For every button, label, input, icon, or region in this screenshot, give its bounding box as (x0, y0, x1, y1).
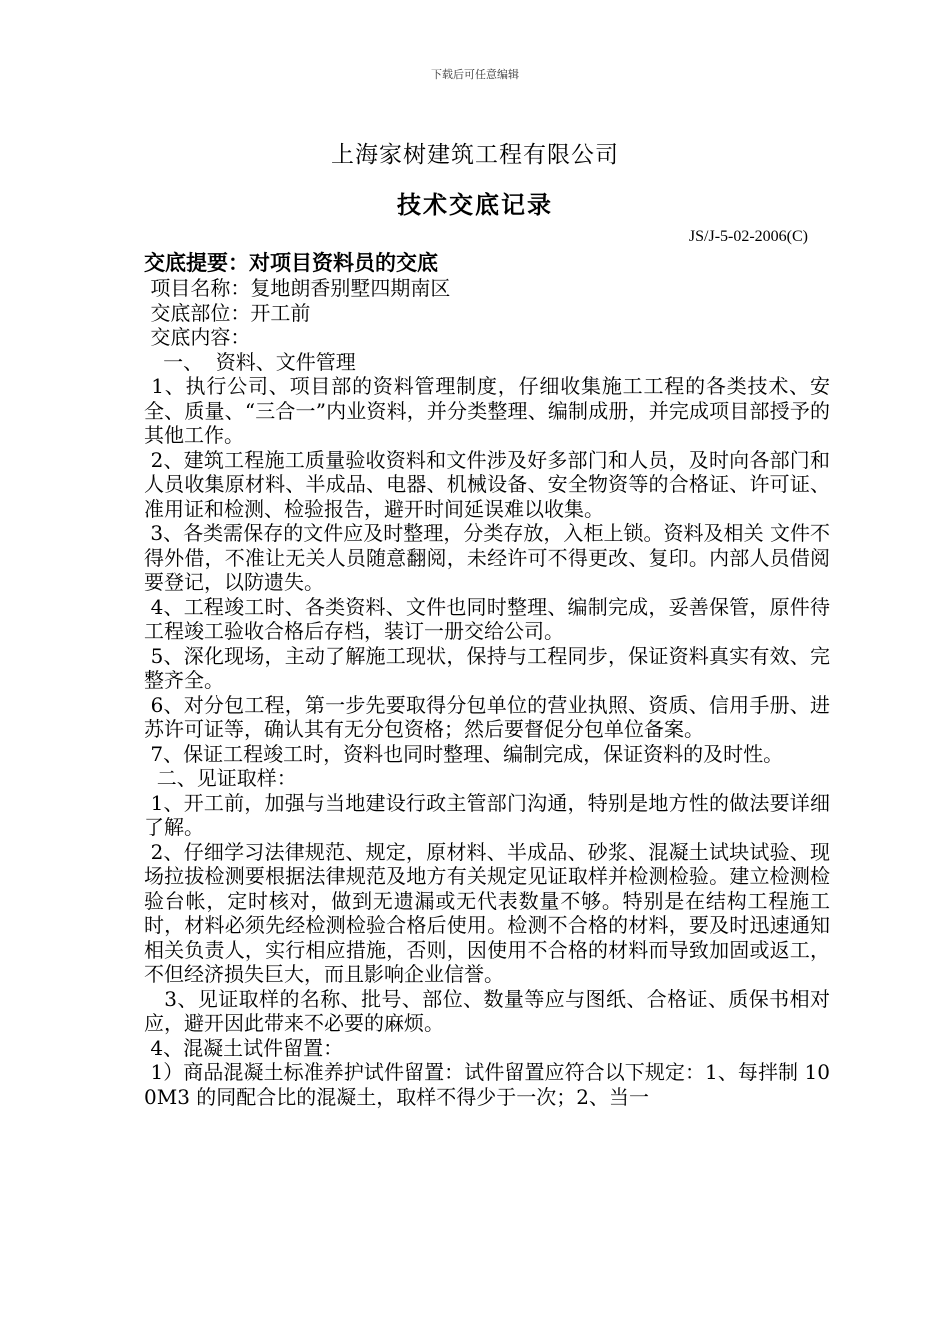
paragraph: 1）商品混凝土标准养护试件留置：试件留置应符合以下规定：1、每拌制 100M3 的同配合比的混凝土，取样不得少于一次；2、当一 (144, 1060, 830, 1109)
section-heading-2: 二、见证取样： (144, 766, 297, 790)
paragraph: 3、见证取样的名称、批号、部位、数量等应与图纸、合格证、质保书相对应，避开因此带来不必要的麻烦。 (144, 986, 830, 1035)
header-note: 下载后可任意编辑 (431, 68, 519, 81)
summary-heading: 交底提要：对项目资料员的交底 (144, 250, 438, 275)
paragraph: 2、仔细学习法律规范、规定，原材料、半成品、砂浆、混凝土试块试验、现场拉拔检测要根据法律规范及地方有关规定见证取样并检测检验。建立检测检验台帐，定时核对，做到无遗漏或无代表数量不够。特别是在结构工程施工时，材料必须先经检测检验合格后使用。检测不合格的材料，要及时迅速通知相关负责人，实行相应措施，否则，因使用不合格的材料而导致加固或返工，不但经济损失巨大，而且影响企业信誉。 (144, 839, 830, 986)
section-heading-1: 一、 资料、文件管理 (144, 349, 356, 374)
company-name: 上海家树建筑工程有限公司 (331, 142, 619, 168)
document-title: 技术交底记录 (397, 190, 553, 219)
document-code: JS/J-5-02-2006(C) (688, 228, 808, 245)
paragraph: 2、建筑工程施工质量验收资料和文件涉及好多部门和人员，及时向各部门和人员收集原材料、半成品、电器、机械设备、安全物资等的合格证、许可证、准用证和检测、检验报告，避开时间延误难以收集。 (144, 447, 830, 521)
document-body (144, 250, 830, 1109)
paragraph: 6、对分包工程，第一步先要取得分包单位的营业执照、资质、信用手册、进苏许可证等，确认其有无分包资格；然后要督促分包单位备案。 (144, 692, 830, 741)
handover-content-label: 交底内容： (144, 325, 251, 349)
paragraph: 1、开工前，加强与当地建设行政主管部门沟通，特别是地方性的做法要详细了解。 (144, 790, 830, 839)
paragraph: 7、保证工程竣工时，资料也同时整理、编制完成，保证资料的及时性。 (144, 741, 784, 766)
paragraph: 5、深化现场，主动了解施工现状，保持与工程同步，保证资料真实有效、完整齐全。 (144, 643, 830, 692)
paragraph: 1、执行公司、项目部的资料管理制度，仔细收集施工工程的各类技术、安全、质量、“三合一”内业资料，并分类整理、编制成册，并完成项目部授予的其他工作。 (144, 374, 831, 447)
paragraph: 4、混凝土试件留置： (144, 1035, 344, 1060)
paragraph: 3、各类需保存的文件应及时整理，分类存放，入柜上锁。资料及相关 文件不得外借，不准让无关人员随意翻阅，未经许可不得更改、复印。内部人员借阅要登记，以防遗失。 (144, 521, 830, 594)
paragraph: 4、工程竣工时、各类资料、文件也同时整理、编制完成，妥善保管，原件待工程竣工验收合格后存档，装订一册交给公司。 (144, 594, 830, 643)
handover-location-line: 交底部位：开工前 (144, 300, 311, 325)
project-name-line: 项目名称：复地朗香别墅四期南区 (144, 276, 451, 300)
